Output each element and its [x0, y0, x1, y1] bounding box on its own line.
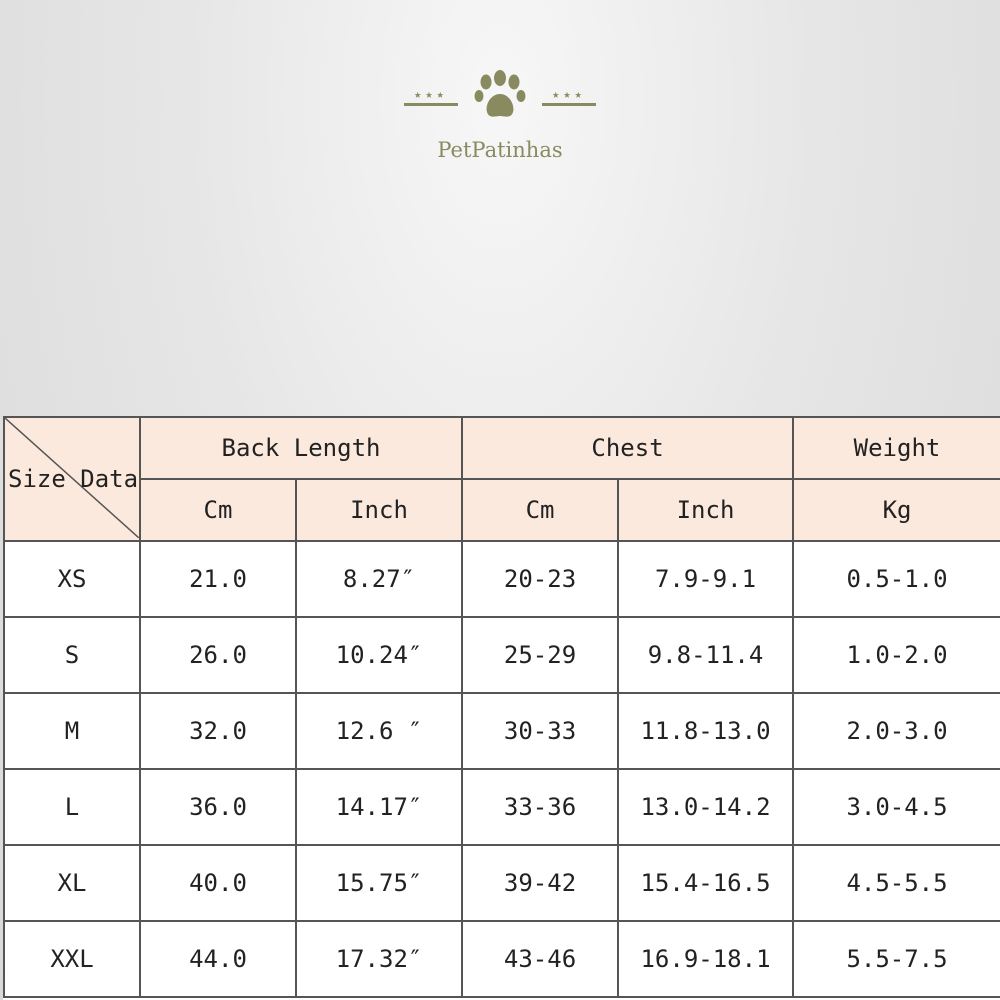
chest-inch-cell: 11.8-13.0: [618, 693, 793, 769]
weight-cell: 1.0-2.0: [793, 617, 1000, 693]
chest-inch-cell: 9.8-11.4: [618, 617, 793, 693]
unit-chest-cm: Cm: [462, 479, 618, 541]
weight-cell: 0.5-1.0: [793, 541, 1000, 617]
table-row: [4, 617, 1000, 693]
corner-header-cell: [4, 417, 140, 541]
chest-inch-cell: 16.9-18.1: [618, 921, 793, 997]
chest-cm-cell: 39-42: [462, 845, 618, 921]
unit-chest-inch: Inch: [618, 479, 793, 541]
brand-name: PetPatinhas: [437, 138, 563, 162]
chest-cm-cell: 33-36: [462, 769, 618, 845]
chest-inch-cell: 7.9-9.1: [618, 541, 793, 617]
chest-cm-cell: 43-46: [462, 921, 618, 997]
header-weight: Weight: [793, 417, 1000, 479]
chest-cm-cell: 20-23: [462, 541, 618, 617]
back-inch-cell: 12.6 ″: [296, 693, 462, 769]
unit-back-inch: Inch: [296, 479, 462, 541]
chest-inch-cell: 15.4-16.5: [618, 845, 793, 921]
table-row: [4, 921, 1000, 997]
back-inch-cell: 17.32″: [296, 921, 462, 997]
back-inch-cell: 10.24″: [296, 617, 462, 693]
weight-cell: 5.5-7.5: [793, 921, 1000, 997]
size-cell: XS: [4, 541, 140, 617]
size-cell: M: [4, 693, 140, 769]
size-cell: L: [4, 769, 140, 845]
back-cm-cell: 40.0: [140, 845, 296, 921]
corner-label: Size Data: [8, 465, 139, 493]
weight-cell: 4.5-5.5: [793, 845, 1000, 921]
back-cm-cell: 26.0: [140, 617, 296, 693]
size-cell: S: [4, 617, 140, 693]
brand-logo-row: [0, 70, 1000, 122]
table-row: [4, 541, 1000, 617]
header-chest: Chest: [462, 417, 793, 479]
unit-back-cm: Cm: [140, 479, 296, 541]
back-cm-cell: 36.0: [140, 769, 296, 845]
back-cm-cell: 21.0: [140, 541, 296, 617]
back-cm-cell: 32.0: [140, 693, 296, 769]
paw-icon: [474, 70, 526, 122]
brand-header: [0, 70, 1000, 162]
unit-weight-kg: Kg: [793, 479, 1000, 541]
size-cell: XL: [4, 845, 140, 921]
weight-cell: 3.0-4.5: [793, 769, 1000, 845]
table-row: [4, 693, 1000, 769]
header-back-length: Back Length: [140, 417, 462, 479]
chest-cm-cell: 30-33: [462, 693, 618, 769]
weight-cell: 2.0-3.0: [793, 693, 1000, 769]
stars-left: ★★★: [404, 87, 458, 106]
back-inch-cell: 14.17″: [296, 769, 462, 845]
size-chart: [3, 416, 1000, 1000]
size-table: [3, 416, 1000, 998]
back-inch-cell: 8.27″: [296, 541, 462, 617]
size-cell: XXL: [4, 921, 140, 997]
chest-cm-cell: 25-29: [462, 617, 618, 693]
stars-right: ★★★: [542, 87, 596, 106]
table-row: [4, 845, 1000, 921]
chest-inch-cell: 13.0-14.2: [618, 769, 793, 845]
back-cm-cell: 44.0: [140, 921, 296, 997]
back-inch-cell: 15.75″: [296, 845, 462, 921]
table-row: [4, 769, 1000, 845]
